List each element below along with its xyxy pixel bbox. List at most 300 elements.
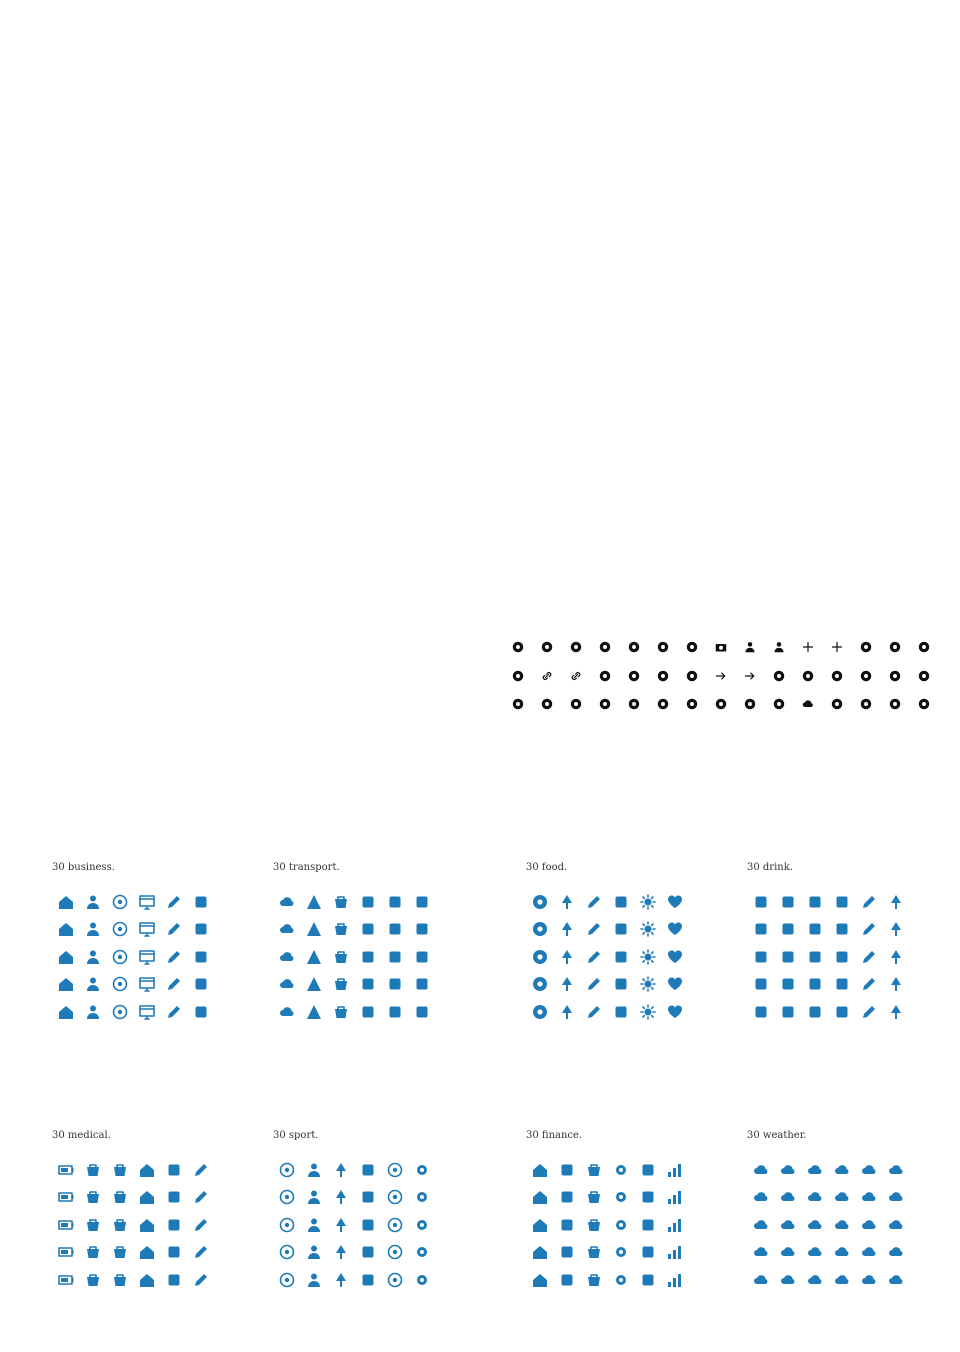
rocket-icon	[187, 916, 214, 944]
user-icon	[300, 1239, 327, 1267]
lastfm-icon	[706, 662, 735, 691]
bus-icon	[354, 971, 381, 999]
leaf-icon	[553, 943, 580, 971]
train-icon	[273, 998, 300, 1026]
bag-icon	[106, 1239, 133, 1267]
picasa-icon	[764, 690, 793, 719]
gear-icon	[408, 1156, 435, 1184]
user-icon	[300, 1266, 327, 1294]
leaf-icon	[327, 1239, 354, 1267]
flickr-o-icon	[590, 633, 619, 662]
gear-icon	[408, 1266, 435, 1294]
glass-icon	[828, 916, 855, 944]
medkit-icon	[79, 1266, 106, 1294]
bottle-icon	[774, 998, 801, 1026]
hourglass-icon	[160, 1156, 187, 1184]
bag-icon	[580, 1156, 607, 1184]
sliders-icon	[607, 1156, 634, 1184]
hourglass-icon	[160, 1239, 187, 1267]
cup-icon	[801, 916, 828, 944]
heart-icon	[661, 943, 688, 971]
leaf-icon	[327, 1211, 354, 1239]
bottle-icon	[774, 943, 801, 971]
bank-icon	[526, 1239, 553, 1267]
tree-icon	[882, 971, 909, 999]
storm-icon	[882, 1211, 909, 1239]
flag-icon	[354, 1211, 381, 1239]
dribbble-o-icon	[590, 662, 619, 691]
pencil-icon	[187, 1184, 214, 1212]
cup-icon	[801, 888, 828, 916]
glass-icon	[828, 888, 855, 916]
heart-icon	[661, 888, 688, 916]
tree-icon	[882, 916, 909, 944]
mixi-icon	[822, 690, 851, 719]
compass-icon	[273, 1211, 300, 1239]
cart-icon	[327, 971, 354, 999]
bag-icon	[580, 1211, 607, 1239]
pen-icon	[580, 888, 607, 916]
rain-icon	[855, 1156, 882, 1184]
cloud-icon	[747, 1211, 774, 1239]
bulb-icon	[634, 998, 661, 1026]
truck-icon	[408, 916, 435, 944]
category-icon-grid	[747, 1156, 909, 1294]
storm-icon	[882, 1184, 909, 1212]
bank-icon	[526, 1156, 553, 1184]
compass-icon	[273, 1156, 300, 1184]
facebook-icon	[735, 633, 764, 662]
rain-icon	[855, 1239, 882, 1267]
bottle-icon	[774, 971, 801, 999]
gear-icon	[408, 1239, 435, 1267]
pen-icon	[580, 943, 607, 971]
vimeo-icon	[619, 633, 648, 662]
train-icon	[273, 888, 300, 916]
truck-icon	[408, 943, 435, 971]
tree-icon	[882, 943, 909, 971]
linkedin-o-icon	[561, 662, 590, 691]
warning-icon	[300, 888, 327, 916]
circle-icon	[381, 1239, 408, 1267]
calendar-icon	[553, 1156, 580, 1184]
coffee-icon	[747, 971, 774, 999]
building-icon	[52, 943, 79, 971]
bag-icon	[106, 1266, 133, 1294]
credit-card-icon	[160, 888, 187, 916]
heart-icon	[661, 916, 688, 944]
category-title: 30 finance.	[526, 1130, 583, 1141]
flag-icon	[354, 1156, 381, 1184]
rocket-icon	[187, 971, 214, 999]
bank-icon	[526, 1211, 553, 1239]
pencil-icon	[187, 1239, 214, 1267]
circle-icon	[381, 1184, 408, 1212]
storm-icon	[882, 1156, 909, 1184]
laptop-icon	[133, 916, 160, 944]
stumble-o-icon	[648, 662, 677, 691]
pinterest-icon	[851, 633, 880, 662]
warning-icon	[300, 916, 327, 944]
sun-cloud-icon	[801, 1239, 828, 1267]
sun-cloud-icon	[801, 1211, 828, 1239]
hospital-icon	[133, 1184, 160, 1212]
cloud-icon	[828, 1184, 855, 1212]
apple-icon	[526, 916, 553, 944]
building-icon	[52, 971, 79, 999]
bag-icon	[106, 1211, 133, 1239]
hospital-icon	[133, 1266, 160, 1294]
bag-icon	[580, 1266, 607, 1294]
dribbble-icon	[532, 633, 561, 662]
cloud-icon	[774, 1184, 801, 1212]
instagram-icon	[909, 662, 938, 691]
hand-icon	[634, 1211, 661, 1239]
sliders-icon	[607, 1239, 634, 1267]
train-icon	[273, 943, 300, 971]
hourglass-icon	[160, 1266, 187, 1294]
cloud-icon	[828, 1156, 855, 1184]
calendar-icon	[553, 1239, 580, 1267]
laptop-icon	[133, 888, 160, 916]
flickr-icon	[561, 633, 590, 662]
soundcloud-icon	[793, 690, 822, 719]
cart-icon	[327, 888, 354, 916]
coffee-icon	[747, 943, 774, 971]
cloud-icon	[747, 1239, 774, 1267]
category-title: 30 weather.	[747, 1130, 807, 1141]
bus-icon	[354, 998, 381, 1026]
car-icon	[381, 943, 408, 971]
warning-icon	[300, 943, 327, 971]
category-icon-grid	[52, 888, 214, 1026]
medkit-icon	[79, 1156, 106, 1184]
compass-icon	[273, 1184, 300, 1212]
user-icon	[300, 1184, 327, 1212]
fire-icon	[607, 888, 634, 916]
rain-icon	[855, 1266, 882, 1294]
stumbleupon-icon	[619, 662, 648, 691]
skype-icon	[590, 690, 619, 719]
cloud-icon	[828, 1239, 855, 1267]
leaf-icon	[553, 888, 580, 916]
apple-icon	[526, 943, 553, 971]
truck-icon	[408, 998, 435, 1026]
category-title: 30 drink.	[747, 862, 793, 873]
vine-icon	[793, 662, 822, 691]
battery-icon	[52, 1156, 79, 1184]
target-icon	[106, 888, 133, 916]
pencil-icon	[187, 1266, 214, 1294]
flag-icon	[354, 1184, 381, 1212]
gear-icon	[408, 1184, 435, 1212]
evernote-icon	[532, 690, 561, 719]
sliders-icon	[607, 1184, 634, 1212]
pen-icon	[855, 916, 882, 944]
storm-icon	[882, 1239, 909, 1267]
chart-icon	[661, 1239, 688, 1267]
battery-icon	[52, 1211, 79, 1239]
chart-icon	[661, 1266, 688, 1294]
circle-icon	[381, 1211, 408, 1239]
twitter-o-icon	[677, 633, 706, 662]
category-icon-grid	[52, 1156, 214, 1294]
pencil-icon	[187, 1211, 214, 1239]
circle-icon	[381, 1156, 408, 1184]
pen-icon	[580, 998, 607, 1026]
hourglass-icon	[160, 1211, 187, 1239]
cloud-icon	[828, 1266, 855, 1294]
cup-icon	[801, 971, 828, 999]
pen-icon	[855, 888, 882, 916]
dropbox-o-icon	[764, 662, 793, 691]
credit-card-icon	[160, 971, 187, 999]
bulb-icon	[634, 916, 661, 944]
cloud-icon	[774, 1156, 801, 1184]
target-icon	[106, 998, 133, 1026]
laptop-icon	[133, 971, 160, 999]
compass-icon	[273, 1266, 300, 1294]
hand-icon	[634, 1156, 661, 1184]
man-icon	[79, 971, 106, 999]
bag-icon	[106, 1156, 133, 1184]
bottle-icon	[774, 888, 801, 916]
man-icon	[79, 943, 106, 971]
grooveshark-icon	[880, 690, 909, 719]
rain-icon	[855, 1211, 882, 1239]
credit-card-icon	[160, 943, 187, 971]
delicious-icon	[677, 662, 706, 691]
facebook-square-icon	[764, 633, 793, 662]
glass-icon	[828, 971, 855, 999]
lastfm-o-icon	[735, 662, 764, 691]
pen-icon	[580, 971, 607, 999]
credit-card-icon	[160, 916, 187, 944]
chart-icon	[661, 1211, 688, 1239]
target-icon	[106, 943, 133, 971]
bulb-icon	[634, 888, 661, 916]
bulb-icon	[634, 943, 661, 971]
bus-icon	[354, 943, 381, 971]
building-icon	[52, 888, 79, 916]
battery-icon	[52, 1184, 79, 1212]
heart-icon	[661, 971, 688, 999]
github-icon	[503, 633, 532, 662]
circle-icon	[381, 1266, 408, 1294]
rain-icon	[855, 1184, 882, 1212]
spotify-icon	[822, 662, 851, 691]
cart-icon	[327, 998, 354, 1026]
vimeo-o-icon	[648, 633, 677, 662]
category-icon-grid	[273, 888, 435, 1026]
blogger-icon	[909, 690, 938, 719]
dropbox-icon	[503, 690, 532, 719]
bank-icon	[526, 1266, 553, 1294]
sliders-icon	[607, 1266, 634, 1294]
hand-icon	[634, 1239, 661, 1267]
category-icon-grid	[747, 888, 909, 1026]
bag-icon	[106, 1184, 133, 1212]
sun-cloud-icon	[801, 1266, 828, 1294]
rdio-icon	[880, 662, 909, 691]
cup-icon	[801, 998, 828, 1026]
pen-icon	[580, 916, 607, 944]
glass-icon	[828, 998, 855, 1026]
user-icon	[300, 1211, 327, 1239]
leaf-icon	[327, 1266, 354, 1294]
pen-icon	[855, 998, 882, 1026]
chart-icon	[661, 1184, 688, 1212]
laptop-icon	[133, 943, 160, 971]
bank-icon	[526, 1184, 553, 1212]
fire-icon	[607, 943, 634, 971]
building-icon	[52, 998, 79, 1026]
cloud-icon	[774, 1211, 801, 1239]
tumblr-o-icon	[503, 662, 532, 691]
warning-icon	[300, 971, 327, 999]
gplus-icon	[793, 633, 822, 662]
cart-icon	[327, 916, 354, 944]
calendar-icon	[553, 1266, 580, 1294]
warning-icon	[300, 998, 327, 1026]
compass-icon	[273, 1239, 300, 1267]
target-icon	[106, 971, 133, 999]
coffee-icon	[747, 916, 774, 944]
hospital-icon	[133, 1239, 160, 1267]
leaf-icon	[553, 998, 580, 1026]
apple-icon	[526, 998, 553, 1026]
pen-icon	[855, 943, 882, 971]
man-icon	[79, 888, 106, 916]
rocket-icon	[187, 888, 214, 916]
heart-icon	[661, 998, 688, 1026]
hospital-icon	[133, 1156, 160, 1184]
deviantart-icon	[561, 690, 590, 719]
flag-icon	[354, 1266, 381, 1294]
bottle-icon	[774, 916, 801, 944]
category-icon-grid	[526, 1156, 688, 1294]
category-title: 30 sport.	[273, 1130, 319, 1141]
glass-icon	[828, 943, 855, 971]
leaf-icon	[327, 1156, 354, 1184]
icon-set-social	[503, 633, 938, 719]
behance-icon	[851, 690, 880, 719]
car-icon	[381, 888, 408, 916]
cup-icon	[801, 943, 828, 971]
sun-cloud-icon	[801, 1156, 828, 1184]
train-icon	[273, 916, 300, 944]
man-icon	[79, 998, 106, 1026]
pencil-icon	[187, 1156, 214, 1184]
medkit-icon	[79, 1211, 106, 1239]
tree-icon	[882, 998, 909, 1026]
bus-icon	[354, 916, 381, 944]
spotify-o-icon	[851, 662, 880, 691]
coffee-icon	[747, 998, 774, 1026]
car-icon	[381, 916, 408, 944]
category-icon-grid	[273, 1156, 435, 1294]
credit-card-icon	[160, 998, 187, 1026]
building-icon	[52, 916, 79, 944]
bulb-icon	[634, 971, 661, 999]
calendar-icon	[553, 1184, 580, 1212]
storm-icon	[882, 1266, 909, 1294]
apple-icon	[526, 971, 553, 999]
cart-icon	[327, 943, 354, 971]
battery-icon	[52, 1239, 79, 1267]
calendar-icon	[553, 1211, 580, 1239]
pinboard-icon	[648, 690, 677, 719]
fire-icon	[607, 971, 634, 999]
flag-icon	[354, 1239, 381, 1267]
rocket-icon	[187, 998, 214, 1026]
category-title: 30 medical.	[52, 1130, 111, 1141]
gplus-o-icon	[822, 633, 851, 662]
cloud-icon	[774, 1266, 801, 1294]
target-icon	[106, 916, 133, 944]
category-title: 30 transport.	[273, 862, 340, 873]
hourglass-icon	[160, 1184, 187, 1212]
medkit-icon	[79, 1184, 106, 1212]
sun-cloud-icon	[801, 1184, 828, 1212]
leaf-icon	[327, 1184, 354, 1212]
hand-icon	[634, 1266, 661, 1294]
truck-icon	[408, 971, 435, 999]
car-icon	[381, 971, 408, 999]
skype-o-icon	[619, 690, 648, 719]
laptop-icon	[133, 998, 160, 1026]
youtube-icon	[706, 633, 735, 662]
man-icon	[79, 916, 106, 944]
car-icon	[381, 998, 408, 1026]
hand-icon	[634, 1184, 661, 1212]
gear-icon	[408, 1211, 435, 1239]
chart-icon	[661, 1156, 688, 1184]
sliders-icon	[607, 1211, 634, 1239]
cloud-icon	[747, 1156, 774, 1184]
medkit-icon	[79, 1239, 106, 1267]
fire-icon	[607, 998, 634, 1026]
cloud-icon	[828, 1211, 855, 1239]
paypal-o-icon	[735, 690, 764, 719]
pinterest-o-icon	[880, 633, 909, 662]
leaf-icon	[553, 971, 580, 999]
battery-icon	[52, 1266, 79, 1294]
train-icon	[273, 971, 300, 999]
coffee-icon	[747, 888, 774, 916]
apple-icon	[526, 888, 553, 916]
bag-icon	[580, 1239, 607, 1267]
category-title: 30 food.	[526, 862, 568, 873]
hospital-icon	[133, 1211, 160, 1239]
cloud-icon	[747, 1266, 774, 1294]
fire-icon	[607, 916, 634, 944]
category-icon-grid	[526, 888, 688, 1026]
cloud-icon	[774, 1239, 801, 1267]
rocket-icon	[187, 943, 214, 971]
category-title: 30 business.	[52, 862, 115, 873]
tree-icon	[882, 888, 909, 916]
paypal-icon	[706, 690, 735, 719]
linkedin-icon	[532, 662, 561, 691]
bus-icon	[354, 888, 381, 916]
leaf-icon	[553, 916, 580, 944]
user-icon	[300, 1156, 327, 1184]
cloud-icon	[747, 1184, 774, 1212]
weibo-icon	[677, 690, 706, 719]
tumblr-icon	[909, 633, 938, 662]
pen-icon	[855, 971, 882, 999]
